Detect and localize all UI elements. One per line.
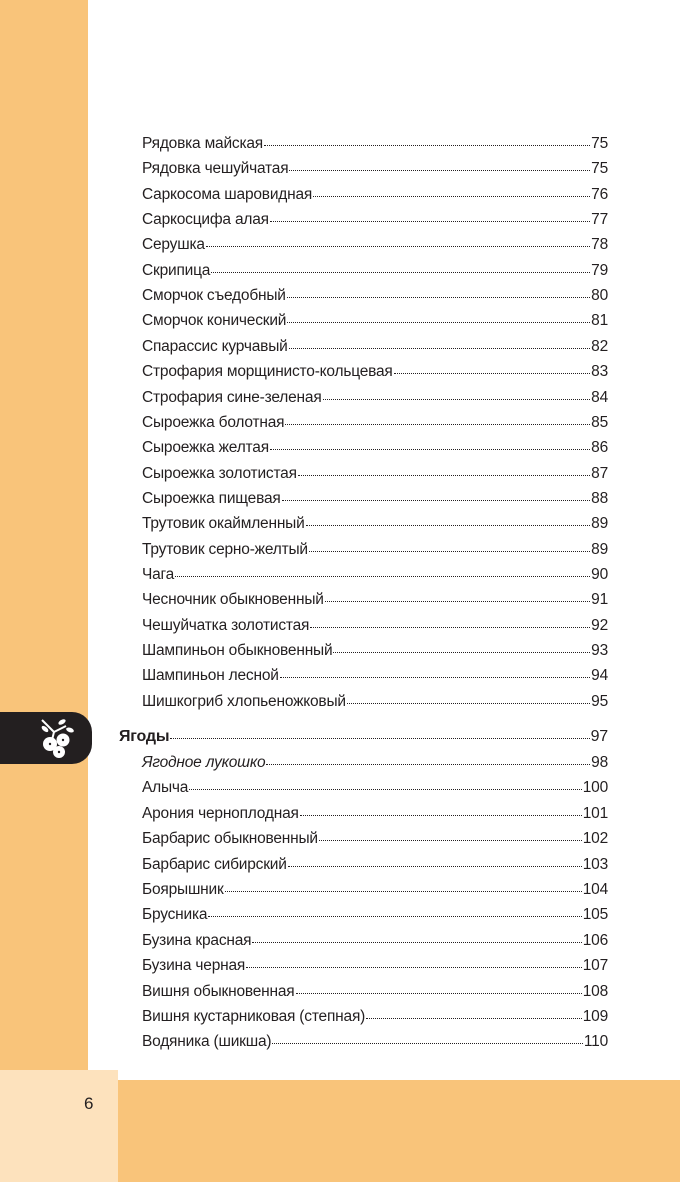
- toc-entry-title: Сыроежка желтая: [142, 439, 269, 457]
- berries-icon: [36, 716, 80, 760]
- dot-leader: [285, 410, 590, 425]
- toc-entry-title: Ягоды: [119, 728, 170, 745]
- toc-entry-title: Барбарис сибирский: [142, 855, 287, 873]
- toc-entry-title: Строфария сине-зеленая: [142, 388, 322, 406]
- toc-entry-page: 85: [591, 413, 608, 431]
- toc-entry-title: Сморчок съедобный: [142, 287, 286, 305]
- dot-leader: [287, 308, 590, 323]
- toc-entry-title: Бузина красная: [142, 931, 252, 949]
- toc-entry-title: Арония черноплодная: [142, 804, 299, 822]
- toc-entry-page: 75: [591, 160, 608, 178]
- toc-entry-page: 107: [582, 957, 608, 975]
- toc-entry-page: 102: [582, 830, 608, 848]
- toc-entry-page: 94: [591, 667, 608, 685]
- toc-entry-title: Сыроежка болотная: [142, 413, 285, 431]
- toc-entry-page: 98: [591, 754, 608, 771]
- toc-entry-title: Рядовка чешуйчатая: [142, 160, 289, 178]
- dot-leader: [270, 435, 590, 450]
- dot-leader: [272, 1029, 583, 1044]
- toc-entry-page: 81: [591, 312, 608, 330]
- section-tab: [0, 712, 92, 764]
- dot-leader: [170, 724, 589, 739]
- toc-entry-title: Чешуйчатка золотистая: [142, 616, 310, 634]
- toc-entry-page: 93: [591, 642, 608, 659]
- toc-entry-page: 78: [591, 236, 608, 254]
- toc-entry-title: Сыроежка золотистая: [142, 464, 297, 482]
- toc-entry: [142, 437, 608, 458]
- dot-leader: [208, 902, 581, 917]
- toc-entry: [142, 854, 608, 875]
- toc-entry: [142, 463, 608, 484]
- section-heading: [119, 726, 608, 747]
- toc-entry: [142, 564, 608, 585]
- toc-entry: [142, 133, 608, 154]
- toc-entry: [142, 981, 608, 1002]
- toc-entry-page: 80: [591, 287, 608, 305]
- dot-leader: [225, 877, 582, 892]
- toc-entry-title: Водяника (шикша): [142, 1033, 272, 1051]
- toc-entry: [142, 412, 608, 433]
- toc-entry-page: 105: [582, 906, 608, 924]
- dot-leader: [252, 928, 581, 943]
- toc-entry-page: 92: [591, 616, 608, 634]
- toc-entry-title: Чага: [142, 565, 175, 583]
- dot-leader: [246, 953, 582, 968]
- toc-entry: [142, 285, 608, 306]
- dot-leader: [296, 979, 582, 994]
- toc-entry: [142, 387, 608, 408]
- dot-leader: [289, 156, 590, 171]
- toc-entry-title: Сыроежка пищевая: [142, 489, 281, 507]
- toc-entry-title: Алыча: [142, 779, 189, 797]
- dot-leader: [270, 207, 590, 222]
- toc-entry: [142, 336, 608, 357]
- toc-entry-page: 76: [591, 185, 608, 203]
- toc-entry-page: 110: [583, 1033, 608, 1051]
- toc-entry-page: 109: [582, 1008, 608, 1025]
- dot-leader: [175, 562, 590, 577]
- toc-entry-page: 90: [591, 565, 608, 583]
- side-color-strip: [0, 0, 88, 1070]
- toc-entry-page: 79: [591, 261, 608, 279]
- toc-entry-page: 108: [582, 982, 608, 1000]
- dot-leader: [319, 826, 582, 841]
- toc-entry: [142, 828, 608, 849]
- toc-entry-title: Чесночник обыкновенный: [142, 591, 324, 609]
- toc-entry: [142, 158, 608, 179]
- dot-leader: [287, 283, 590, 298]
- toc-entry-title: Шишкогриб хлопьеножковый: [142, 692, 346, 710]
- toc-entry-title: Скрипица: [142, 261, 211, 279]
- toc-entry-page: 86: [591, 439, 608, 457]
- toc-entry: [142, 640, 608, 661]
- dot-leader: [310, 613, 590, 628]
- dot-leader: [264, 131, 590, 146]
- toc-entry-page: 101: [582, 804, 608, 822]
- toc-entry-title: Вишня кустарниковая (степная): [142, 1008, 366, 1025]
- toc-entry-title: Серушка: [142, 236, 205, 254]
- toc-entry: [142, 615, 608, 636]
- dot-leader: [333, 638, 590, 653]
- toc-entry-title: Саркосома шаровидная: [142, 185, 313, 203]
- toc-entry-title: Вишня обыкновенная: [142, 982, 295, 1000]
- toc-entry-page: 91: [591, 591, 608, 609]
- toc-entry: [142, 513, 608, 534]
- toc-entry-page: 75: [591, 135, 608, 152]
- toc-entry-title: Строфария морщинисто-кольцевая: [142, 363, 393, 381]
- dot-leader: [189, 775, 582, 790]
- toc-entry: [142, 209, 608, 230]
- toc-entry: [142, 777, 608, 798]
- toc-entry-title: Трутовик серно-желтый: [142, 540, 308, 558]
- toc-entry: [142, 361, 608, 382]
- toc-entry-page: 84: [591, 388, 608, 406]
- toc-entry-page: 89: [591, 540, 608, 558]
- toc-entry-title: Боярышник: [142, 881, 224, 898]
- toc-entry-page: 100: [582, 779, 608, 797]
- toc-entry-title: Бузина черная: [142, 957, 246, 975]
- dot-leader: [298, 461, 590, 476]
- dot-leader: [347, 689, 590, 704]
- toc-entry-title: Трутовик окаймленный: [142, 515, 305, 533]
- toc-entry: [142, 1031, 608, 1052]
- bottom-color-band: [118, 1080, 680, 1182]
- dot-leader: [309, 537, 590, 552]
- toc-entry: [142, 904, 608, 925]
- dot-leader: [288, 852, 582, 867]
- toc-entry: [142, 1006, 608, 1027]
- toc-entry-page: 82: [591, 337, 608, 355]
- dot-leader: [211, 258, 590, 273]
- toc-entry-title: Сморчок конический: [142, 312, 287, 330]
- dot-leader: [313, 182, 590, 197]
- toc-entry: [142, 691, 608, 712]
- toc-entry: [142, 488, 608, 509]
- toc-entry: [142, 310, 608, 331]
- toc-entry-page: 77: [591, 211, 608, 229]
- toc-entry: [142, 665, 608, 686]
- toc-entry-page: 104: [582, 881, 608, 898]
- toc-entry-title: Рядовка майская: [142, 135, 263, 152]
- toc-entry-title: Шампиньон обыкновенный: [142, 642, 333, 659]
- dot-leader: [280, 663, 590, 678]
- dot-leader: [306, 511, 591, 526]
- toc-entry-page: 97: [590, 728, 608, 745]
- dot-leader: [266, 750, 590, 765]
- dot-leader: [206, 232, 590, 247]
- toc-entry-title: Ягодное лукошко: [142, 754, 266, 771]
- dot-leader: [325, 587, 590, 602]
- toc-entry-title: Саркосцифа алая: [142, 211, 269, 229]
- toc-entry-page: 87: [591, 464, 608, 482]
- toc-entry: [142, 930, 608, 951]
- toc-entry-title: Шампиньон лесной: [142, 667, 279, 685]
- toc-entry: [142, 879, 608, 900]
- toc-entry-page: 83: [591, 363, 608, 381]
- toc-entry-page: 88: [591, 489, 608, 507]
- toc-entry-title: Барбарис обыкновенный: [142, 830, 318, 848]
- toc-entry-page: 95: [591, 692, 608, 710]
- dot-leader: [282, 486, 591, 501]
- dot-leader: [394, 359, 591, 374]
- dot-leader: [323, 385, 591, 400]
- toc-entry: [142, 184, 608, 205]
- toc-entry: [142, 589, 608, 610]
- toc-entry-title: Брусника: [142, 906, 208, 924]
- toc-entry: [142, 752, 608, 773]
- toc-entry: [142, 955, 608, 976]
- page-number: 6: [84, 1094, 94, 1113]
- toc-entry-page: 106: [582, 931, 608, 949]
- dot-leader: [366, 1004, 582, 1019]
- dot-leader: [289, 334, 591, 349]
- toc-entry: [142, 234, 608, 255]
- toc-entry-page: 89: [591, 515, 608, 533]
- toc-entry: [142, 803, 608, 824]
- page-corner: [0, 1070, 118, 1182]
- toc-entry-page: 103: [582, 855, 608, 873]
- toc-entry-title: Спарассис курчавый: [142, 337, 288, 355]
- dot-leader: [300, 801, 582, 816]
- toc-entry: [142, 260, 608, 281]
- toc-entry: [142, 539, 608, 560]
